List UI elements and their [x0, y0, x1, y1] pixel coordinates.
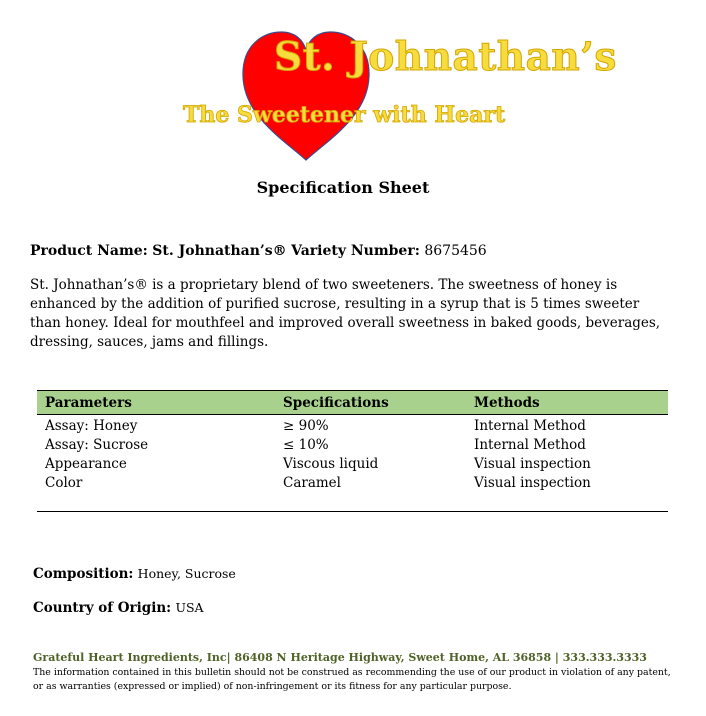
page-title: Specification Sheet [256, 178, 430, 197]
disclaimer-line-1: The information contained in this bulletin should not be construed as recommending the use of our product in violation of any patent, [33, 667, 671, 678]
variety-number-value: 8675456 [424, 243, 487, 259]
method-cell: Visual inspection [474, 456, 591, 472]
parameter-cell: Assay: Sucrose [45, 437, 149, 453]
table-header-row [37, 391, 668, 415]
table-row [37, 436, 668, 455]
brand-tagline: The Sweetener with Heart [183, 102, 506, 128]
variety-number-label: Variety Number: [291, 243, 420, 259]
product-description: St. Johnathan’s® is a proprietary blend of two sweeteners. The sweetness of honey is enhanced by the addition of purified sucrose, resulting in a syrup that is 5 times sweeter than honey. Ideal for mouthfeel and improved overall sweetness in baked goods, beverages, dressing, sauces, jams and fillings. [30, 277, 661, 350]
method-cell: Visual inspection [466, 474, 668, 512]
parameter-cell: Appearance [45, 456, 127, 472]
composition-line [33, 566, 236, 582]
specification-cell: Viscous liquid [283, 456, 379, 472]
table-row [37, 474, 668, 512]
disclaimer-line-2: or as warranties (expressed or implied) of non-infringement or its fitness for any particular purpose. [33, 680, 512, 692]
column-header-specifications: Specifications [275, 391, 466, 415]
table-row [37, 415, 668, 437]
column-header-parameters: Parameters [37, 391, 275, 415]
product-name-value: St. Johnathan’s® [152, 243, 287, 259]
table-row [37, 455, 668, 474]
brand-name: St. Johnathan’s [274, 34, 617, 80]
origin-line [33, 600, 204, 616]
method-cell: Internal Method [474, 418, 586, 434]
origin-label: Country of Origin: [33, 600, 172, 616]
company-contact: Grateful Heart Ingredients, Inc| 86408 N Heritage Highway, Sweet Home, AL 36858 | 333.333.3333 [33, 651, 647, 664]
origin-value: USA [175, 600, 204, 615]
disclaimer [33, 666, 683, 693]
specification-cell: ≤ 10% [283, 437, 329, 453]
parameter-cell: Assay: Honey [45, 418, 138, 434]
specification-cell: ≥ 90% [283, 418, 329, 434]
composition-label: Composition: [33, 566, 134, 582]
column-header-methods: Methods [466, 391, 668, 415]
method-cell: Internal Method [474, 437, 586, 453]
composition-value: Honey, Sucrose [137, 566, 236, 581]
specification-cell: Caramel [275, 474, 466, 512]
parameter-cell: Color [37, 474, 275, 512]
product-name-label: Product Name: [30, 243, 148, 259]
product-line [30, 243, 487, 259]
specification-table [37, 390, 668, 512]
